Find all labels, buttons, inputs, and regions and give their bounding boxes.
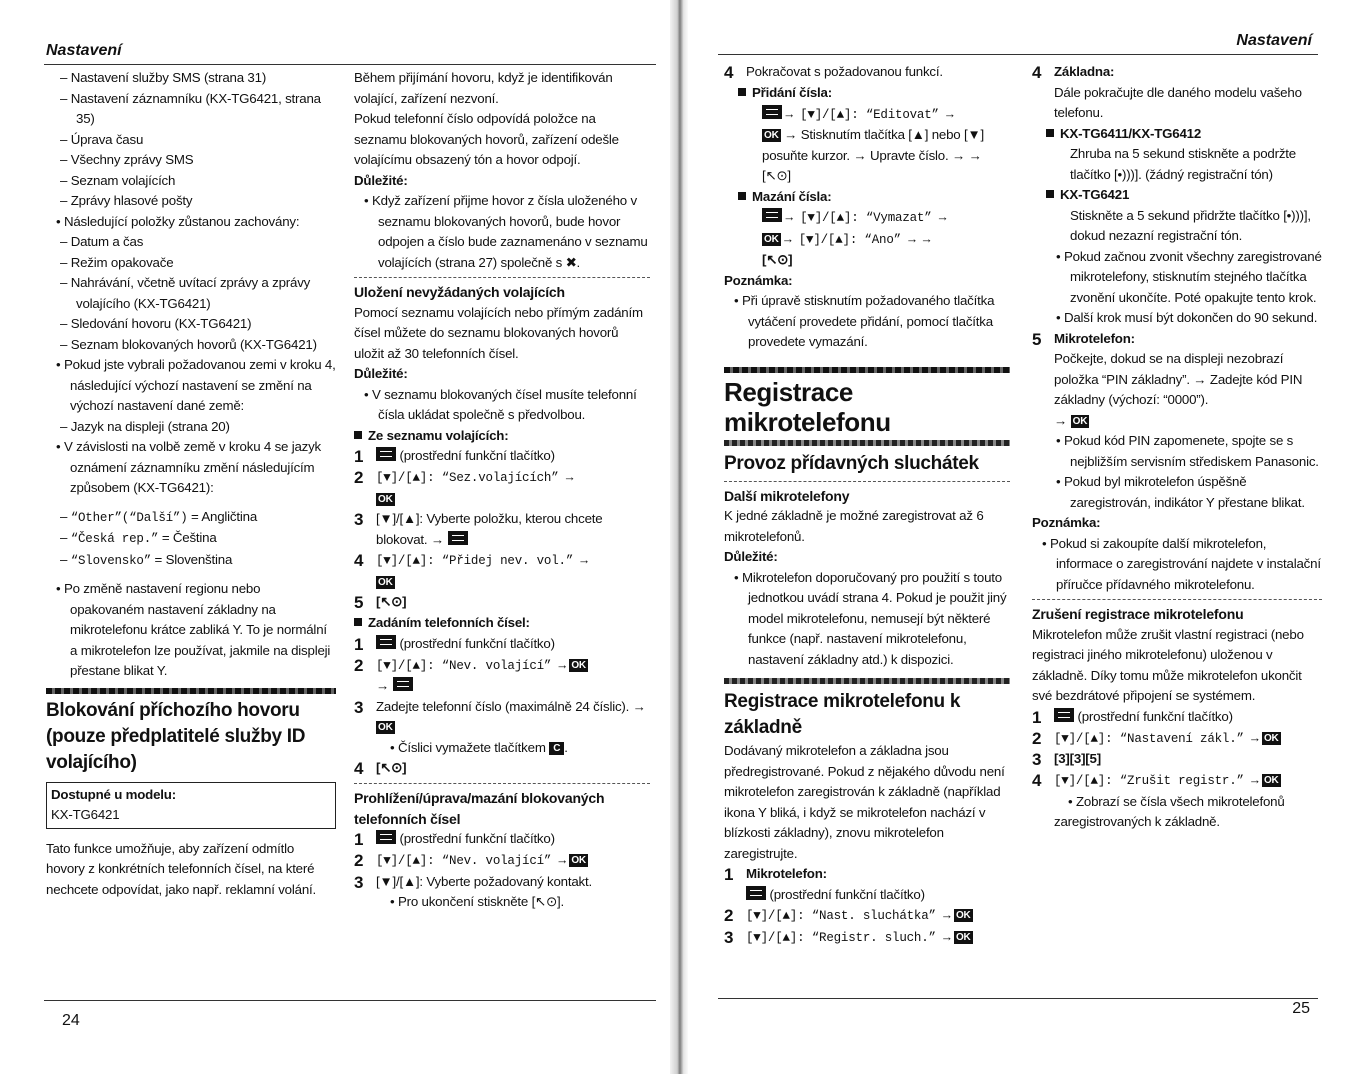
left-col-2 (354, 68, 650, 913)
subsection-title: Další mikrotelefony (724, 487, 850, 504)
step-line: OK → [▼]/[▲]: “Ano” → → (764, 232, 931, 247)
method-title: Mazání čísla: (724, 187, 1010, 208)
step: 3 [3][3][5] (1032, 750, 1101, 769)
step: 4 [▼]/[▲]: “Zrušit registr.” → OK • Zobrazí se čísla všech mikrotelefonů zaregistrovaných k základně. (1032, 771, 1285, 829)
subsection-title: Prohlížení/úprava/mazání blokovaných telefonních čísel (354, 790, 605, 827)
menu-icon (1054, 708, 1074, 722)
rule (724, 440, 1010, 446)
step: 4 Základna: Dále pokračujte dle daného modelu vašeho telefonu. (1032, 63, 1302, 120)
paragraph: Během přijímání hovoru, když je identifikován volající, zařízení nezvoní. (354, 70, 613, 106)
list-item: – Zprávy hlasové pošty (60, 193, 193, 208)
method-title: KX-TG6411/KX-TG6412 (1032, 124, 1322, 145)
step: 1 Mikrotelefon: (prostřední funkční tlačítko) (724, 865, 925, 902)
list-item: – Nahrávání, včetně uvítací zprávy a zprávy volajícího (KX-TG6421) (60, 275, 311, 311)
step: 2 [▼]/[▲]: “Nastavení zákl.” → OK (1032, 728, 1279, 748)
paragraph: K jedné základně je možné zaregistrovat až 6 mikrotelefonů. (724, 508, 984, 544)
list-item: – Seznam volajících (60, 172, 176, 188)
right-header: Nastavení (1236, 32, 1312, 49)
important-label: Důležité: (354, 366, 408, 381)
menu-icon (762, 208, 782, 222)
list-item: – Datum a čas (60, 234, 144, 249)
step: 2 [▼]/[▲]: “Sez.volajících” → OK (354, 468, 574, 505)
step: 5 [↖⊙] (354, 593, 407, 612)
rule (724, 678, 1010, 684)
step: 3 Zadejte telefonní číslo (maximálně 24 číslic). → OK • Číslici vymažete tlačítkem C . (354, 697, 646, 755)
note-label: Poznámka: (1032, 515, 1101, 530)
menu-icon (376, 447, 396, 461)
section-title: Provoz přídavných sluchátek (724, 452, 979, 474)
box-model: KX-TG6421 (51, 807, 120, 822)
menu-icon (376, 830, 396, 844)
list-item: – Nastavení služby SMS (strana 31) (60, 70, 267, 85)
list-item: – Úprava času (60, 131, 144, 147)
intro-text: Tato funkce umožňuje, aby zařízení odmítlo hovory z konkrétních telefonních čísel, na které nechcete odpovídat, jako např. reklamní volání. (46, 840, 317, 897)
paragraph: Zhruba na 5 sekund stiskněte a podržte tlačítko [•)))]. (žádný registrační tón) (1070, 146, 1296, 182)
step: 4 [▼]/[▲]: “Přidej nev. vol.” → OK (354, 551, 588, 588)
list-item: – Nastavení záznamníku (KX-TG6421, strana 35) (60, 90, 321, 126)
step-line: [↖⊙] (762, 252, 793, 267)
model-box (46, 782, 336, 829)
important-label: Důležité: (354, 172, 408, 188)
method-title: KX-TG6421 (1032, 185, 1322, 206)
method-title: Přidání čísla: (724, 83, 1010, 104)
method-title: Ze seznamu volajících: (354, 426, 650, 447)
step-line: → [▼]/[▲]: “Vymazat” → (724, 207, 1010, 229)
note-label: Poznámka: (724, 272, 793, 288)
lang-map-row: – “Slovensko” = Slovenština (60, 551, 233, 568)
menu-icon (762, 105, 782, 119)
list-item: – Sledování hovoru (KX-TG6421) (60, 316, 252, 331)
subsection-title: Uložení nevyžádaných volajících (354, 284, 565, 300)
paragraph: Pomocí seznamu volajících nebo přímým zadáním čísel můžete do seznamu blokovaných hovorů uložit až 30 telefonních čísel. (354, 304, 643, 361)
step: 1 (prostřední funkční tlačítko) (354, 634, 555, 654)
box-title: Dostupné u modelu: (51, 786, 176, 802)
rule (724, 481, 1010, 482)
step: 1 (prostřední funkční tlačítko) (354, 447, 555, 466)
step: 2 [▼]/[▲]: “Nast. sluchátka” → OK (724, 906, 971, 925)
bullet-item: • Když zařízení přijme hovor z čísla uloženého v seznamu blokovaných hovorů, bude hovor odpojen a číslo bude zaznamenáno v seznamu volajících (strana 27) společně s ✖. (364, 193, 648, 270)
section-title: Blokování příchozího hovoru (pouze předplatitelé služby ID volajícího) (46, 699, 306, 773)
rule (354, 277, 650, 278)
list-item: – Jazyk na displeji (strana 20) (60, 418, 230, 434)
lang-map-row: – “Česká rep.” = Čeština (60, 530, 217, 546)
left-col-1 (46, 68, 336, 900)
list-item: – Seznam blokovaných hovorů (KX-TG6421) (60, 336, 317, 352)
bullet-item: • Po změně nastavení regionu nebo opakovaném nastavení základny na mikrotelefonu krátce zabliká Y. To je normální a mikrotelefon lze používat, jakmile na displeji přestane blikat Y. (56, 581, 331, 678)
chapter-title: Registrace mikrotelefonu (724, 376, 891, 437)
bullet-item: • Pokud jste vybrali požadovanou zemi v kroku 4, následující výchozí nastavení se změní na výchozí nastavení dané země: (56, 357, 336, 413)
step: 2 [▼]/[▲]: “Nev. volající” → OK (354, 851, 586, 870)
bullet-item: • Pokud kód PIN zapomenete, spojte se s nejbližším servisním střediskem Panasonic. (1056, 433, 1319, 469)
bullet-item: • Pokud byl mikrotelefon úspěšně zaregistrován, indikátor Y přestane blikat. (1056, 474, 1305, 510)
right-col-1 (724, 62, 1010, 948)
right-header-rule (718, 54, 1318, 55)
bullet-item: • V závislosti na volbě země v kroku 4 se jazyk oznámení záznamníku změní následujícím způsobem (KX-TG6421): (56, 439, 322, 495)
right-col-2 (1032, 62, 1322, 833)
menu-icon (448, 531, 468, 545)
bullet-item: • Pokud si zakoupíte další mikrotelefon, informace o zaregistrování najdete v instalační příručce přídavného mikrotelefonu. (1042, 535, 1321, 592)
list-item: – Režim opakovače (60, 254, 174, 270)
paragraph: Stiskněte a 5 sekund přidržte tlačítko [•)))], dokud nezazní registrační tón. (1070, 207, 1311, 243)
important-label: Důležité: (724, 549, 778, 564)
book-gutter (670, 0, 688, 1074)
bullet-item: • V seznamu blokovaných čísel musíte telefonní čísla ukládat společně s předvolbou. (364, 386, 637, 422)
bullet-item: • Mikrotelefon doporučovaný pro použití s touto jednotkou uvádí strana 4. Pokud je použit jiný model mikrotelefonu, nemusejí být některé funkce (např. nastavení mikrotelefonu, nastavení základny atd.) k dispozici. (734, 569, 1007, 667)
step: 3 [▼]/[▲]: Vyberte požadovaný kontakt. • Pro ukončení stiskněte [↖⊙]. (354, 872, 592, 909)
method-title: Zadáním telefonních čísel: (354, 613, 650, 634)
menu-icon (746, 886, 766, 900)
paragraph: Dodávaný mikrotelefon a základna jsou předregistrované. Pokud z nějakého důvodu není mikrotelefon zaregistrován k základně (například ikona Y bliká, i když se mikrotelefon nachází v blízkosti základny), znovu mikrotelefon zaregistrujte. (724, 743, 1005, 861)
step: 4 [↖⊙] (354, 759, 407, 778)
left-footer-rule (44, 1000, 656, 1001)
step: 4 Pokračovat s požadovanou funkcí. (724, 63, 943, 82)
step: 1 (prostřední funkční tlačítko) (354, 830, 555, 849)
step-line: OK → Stisknutím tlačítka [▲] nebo [▼] posuňte kurzor. → Upravte číslo. → → [↖⊙] (762, 127, 984, 183)
step: 1 (prostřední funkční tlačítko) (1032, 707, 1233, 727)
paragraph: Pokud telefonní číslo odpovídá položce na seznamu blokovaných hovorů, zařízení odešle volajícímu obsazený tón a hovor odpojí. (354, 111, 619, 167)
menu-icon (376, 635, 396, 649)
rule (354, 783, 650, 784)
list-item: – Všechny zprávy SMS (60, 152, 194, 167)
subsection-title: Zrušení registrace mikrotelefonu (1032, 606, 1244, 622)
bullet-item: • Další krok musí být dokončen do 90 sekund. (1056, 310, 1318, 325)
bullet-item: • Pokud začnou zvonit všechny zaregistrované mikrotelefony, stisknutím stejného tlačítka zvonění ukončíte. Poté opakujte tento krok. (1056, 248, 1322, 305)
left-page (0, 0, 670, 1074)
right-footer-rule (718, 998, 1318, 999)
menu-icon (393, 677, 413, 691)
section-rule (46, 688, 336, 694)
lang-map-row: – “Other”(“Další”) = Angličtina (60, 508, 258, 525)
step: 2 [▼]/[▲]: “Nev. volající” → OK → (354, 655, 586, 693)
section-title: Registrace mikrotelefonu k základně (724, 691, 961, 738)
bullet-item: • Při úpravě stisknutím požadovaného tlačítka vytáčení provedete přidání, pomocí tlačítka provedete vymazání. (734, 293, 995, 349)
step: 3 [▼]/[▲]: “Registr. sluch.” → OK (724, 927, 971, 947)
left-page-number: 24 (62, 1012, 80, 1029)
step: 3 [▼]/[▲]: Vyberte položku, kterou chcete blokovat. → (354, 510, 603, 547)
right-page (688, 0, 1360, 1074)
left-header: Nastavení (46, 42, 122, 59)
section-rule (724, 367, 1010, 373)
left-header-rule (44, 64, 656, 65)
rule (1032, 599, 1322, 600)
paragraph: Mikrotelefon může zrušit vlastní registraci (nebo registraci jiného mikrotelefonu) uloženou v základně. Díky tomu může mikrotelefon ukončit své bezdrátové připojení se systémem. (1032, 626, 1304, 703)
step: 5 Mikrotelefon: Počkejte, dokud se na displeji nezobrazí položka “PIN základny”. → Zadejte kód PIN základny (výchozí: “0000”). → OK (1032, 329, 1303, 428)
bullet-item: • Následující položky zůstanou zachovány: (56, 213, 300, 229)
step-line: → [▼]/[▲]: “Editovat” → (724, 104, 1010, 126)
right-page-number: 25 (1292, 1000, 1310, 1017)
